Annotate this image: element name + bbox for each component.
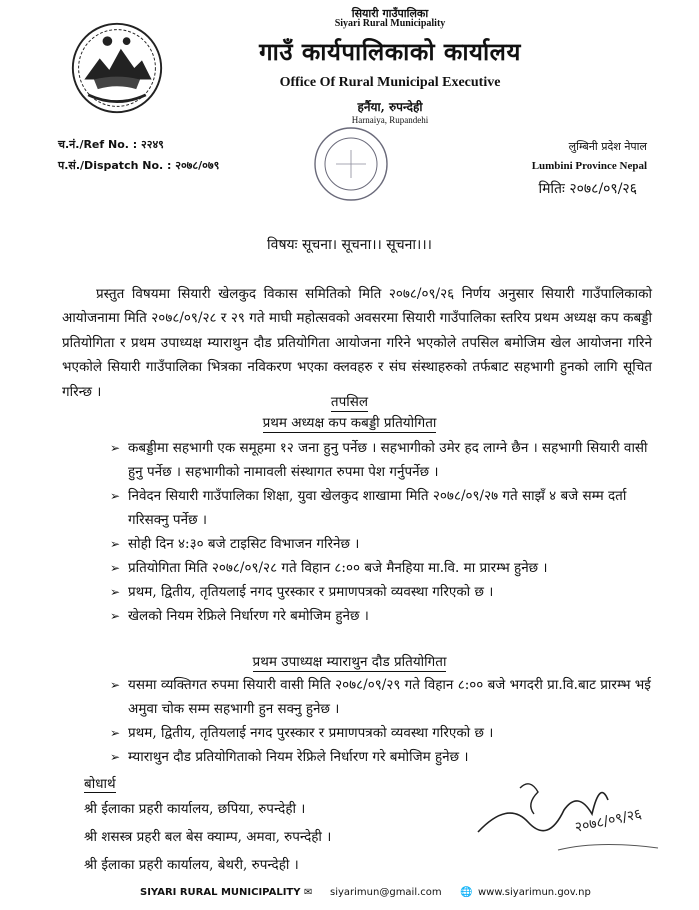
footer xyxy=(0,884,699,904)
section1-list xyxy=(110,436,658,628)
office-title-nepali: गाउँ कार्यपालिकाको कार्यालय xyxy=(259,37,521,66)
signature-date: २०७८/०९/२६ xyxy=(573,806,644,836)
footer-website: www.siyarimun.gov.np xyxy=(478,887,591,898)
footer-email: siyarimun@gmail.com xyxy=(330,887,442,898)
list-item: ➢ कबड्डीमा सहभागी एक समूहमा १२ जना हुनु पर्नेछ । सहभागीको उमेर हद लाग्ने छैन । सहभागी सियारी वासी हुनु पर्नेछ । सहभागीको नामावली संस्थागत रुपमा पेश गर्नुपर्नेछ । xyxy=(110,436,658,484)
recipient-item: श्री ईलाका प्रहरी कार्यालय, बेथरी, रुपन्देही । xyxy=(84,857,299,873)
list-item: ➢ प्रथम, द्वितीय, तृतियलाई नगद पुरस्कार र प्रमाणपत्रको व्यवस्था गरिएको छ । xyxy=(110,580,658,604)
address-nepali: हर्नैया, रुपन्देही xyxy=(357,100,423,114)
section2-heading xyxy=(0,652,699,670)
notice-paragraph: प्रस्तुत विषयमा सियारी खेलकुद विकास समितिको मिति २०७८/०९/२६ निर्णय अनुसार सियारी गाउँपालिकाको आयोजनामा मिति २०७८/०९/२८ र २९ गते माघी महोत्सवको अवसरमा सियारी गाउँपालिका स्तरिय प्रथम अध्यक्ष कप कबड्डी प्रतियोगिता र प्रथम उपाध्यक्ष म्याराथुन दौड प्रतियोगिता आयोजना गरिने भएकोले तपसिल बमोजिम खेल आयोजना गरिने भएकोले सियारी गाउँपालिका भित्रका नविकरण भएका क्लवहरु र संघ संस्थाहरुको तर्फबाट सहभागी हुनको लागि सूचित गरिन्छ । xyxy=(62,285,652,400)
list-item: ➢ निवेदन सियारी गाउँपालिका शिक्षा, युवा खेलकुद शाखामा मिति २०७८/०९/२७ गते साझँ ४ बजे सम्म दर्ता गरिसक्नु पर्नेछ । xyxy=(110,484,658,532)
bodharth-heading xyxy=(84,774,116,792)
section1-title: प्रथम अध्यक्ष कप कबड्डी प्रतियोगिता xyxy=(262,415,437,431)
municipality-name-english: Siyari Rural Municipality xyxy=(334,18,446,29)
signature xyxy=(468,770,668,870)
list-item: ➢ खेलको नियम रेफ्रिले निर्धारण गरे बमोजिम हुनेछ । xyxy=(110,604,658,628)
notice-date: मितिः २०७८/०९/२६ xyxy=(538,181,637,197)
list-item: ➢ प्रथम, द्वितीय, तृतियलाई नगद पुरस्कार र प्रमाणपत्रको व्यवस्था गरिएको छ । xyxy=(110,721,658,745)
bodharth-text: बोधार्थ xyxy=(84,776,116,792)
section1-heading xyxy=(0,413,699,431)
tapsil-heading xyxy=(0,392,699,410)
reference-number: च.नं./Ref No. : २२४९ xyxy=(58,138,164,151)
globe-icon: 🌐 xyxy=(460,887,473,898)
province-english: Lumbini Province Nepal xyxy=(531,160,647,172)
tapsil-text: तपसिल xyxy=(330,394,369,410)
recipient-list xyxy=(84,795,331,879)
section2-title: प्रथम उपाध्यक्ष म्याराथुन दौड प्रतियोगिता xyxy=(252,654,447,670)
municipality-name-nepali: सियारी गाउँपालिका xyxy=(351,7,429,20)
footer-municipality-name: SIYARI RURAL MUNICIPALITY xyxy=(140,887,301,898)
mail-icon: ✉ xyxy=(304,887,313,898)
list-item: ➢ सोही दिन ४:३० बजे टाइसिट विभाजन गरिनेछ । xyxy=(110,532,658,556)
address-english: Harnaiya, Rupandehi xyxy=(351,115,429,125)
list-item: ➢ प्रतियोगिता मिति २०७८/०९/२८ गते विहान ८:०० बजे मैनहिया मा.वि. मा प्रारम्भ हुनेछ । xyxy=(110,556,658,580)
list-item: ➢ यसमा व्यक्तिगत रुपमा सियारी वासी मिति २०७८/०९/२९ गते विहान ८:०० बजे भगदरी प्रा.वि.बाट प्रारम्भ भई अमुवा चोक सम्म सहभागी हुन सक्नु हुनेछ । xyxy=(110,673,658,721)
dispatch-number: प.सं./Dispatch No. : २०७८/०७९ xyxy=(58,159,220,172)
recipient-item: श्री शसस्त्र प्रहरी बल बेस क्याम्प, अमवा, रुपन्देही । xyxy=(84,829,332,845)
province-nepali: लुम्बिनी प्रदेश नेपाल xyxy=(568,140,647,153)
office-title-english: Office Of Rural Municipal Executive xyxy=(279,75,501,90)
recipient-item: श्री ईलाका प्रहरी कार्यालय, छपिया, रुपन्देही । xyxy=(84,801,306,817)
subject-line: विषयः सूचना। सूचना।। सूचना।।। xyxy=(267,237,432,253)
office-stamp xyxy=(296,120,406,210)
list-item: ➢ म्याराथुन दौड प्रतियोगिताको नियम रेफ्रिले निर्धारण गरे बमोजिम हुनेछ । xyxy=(110,745,658,769)
section2-list xyxy=(110,673,658,769)
